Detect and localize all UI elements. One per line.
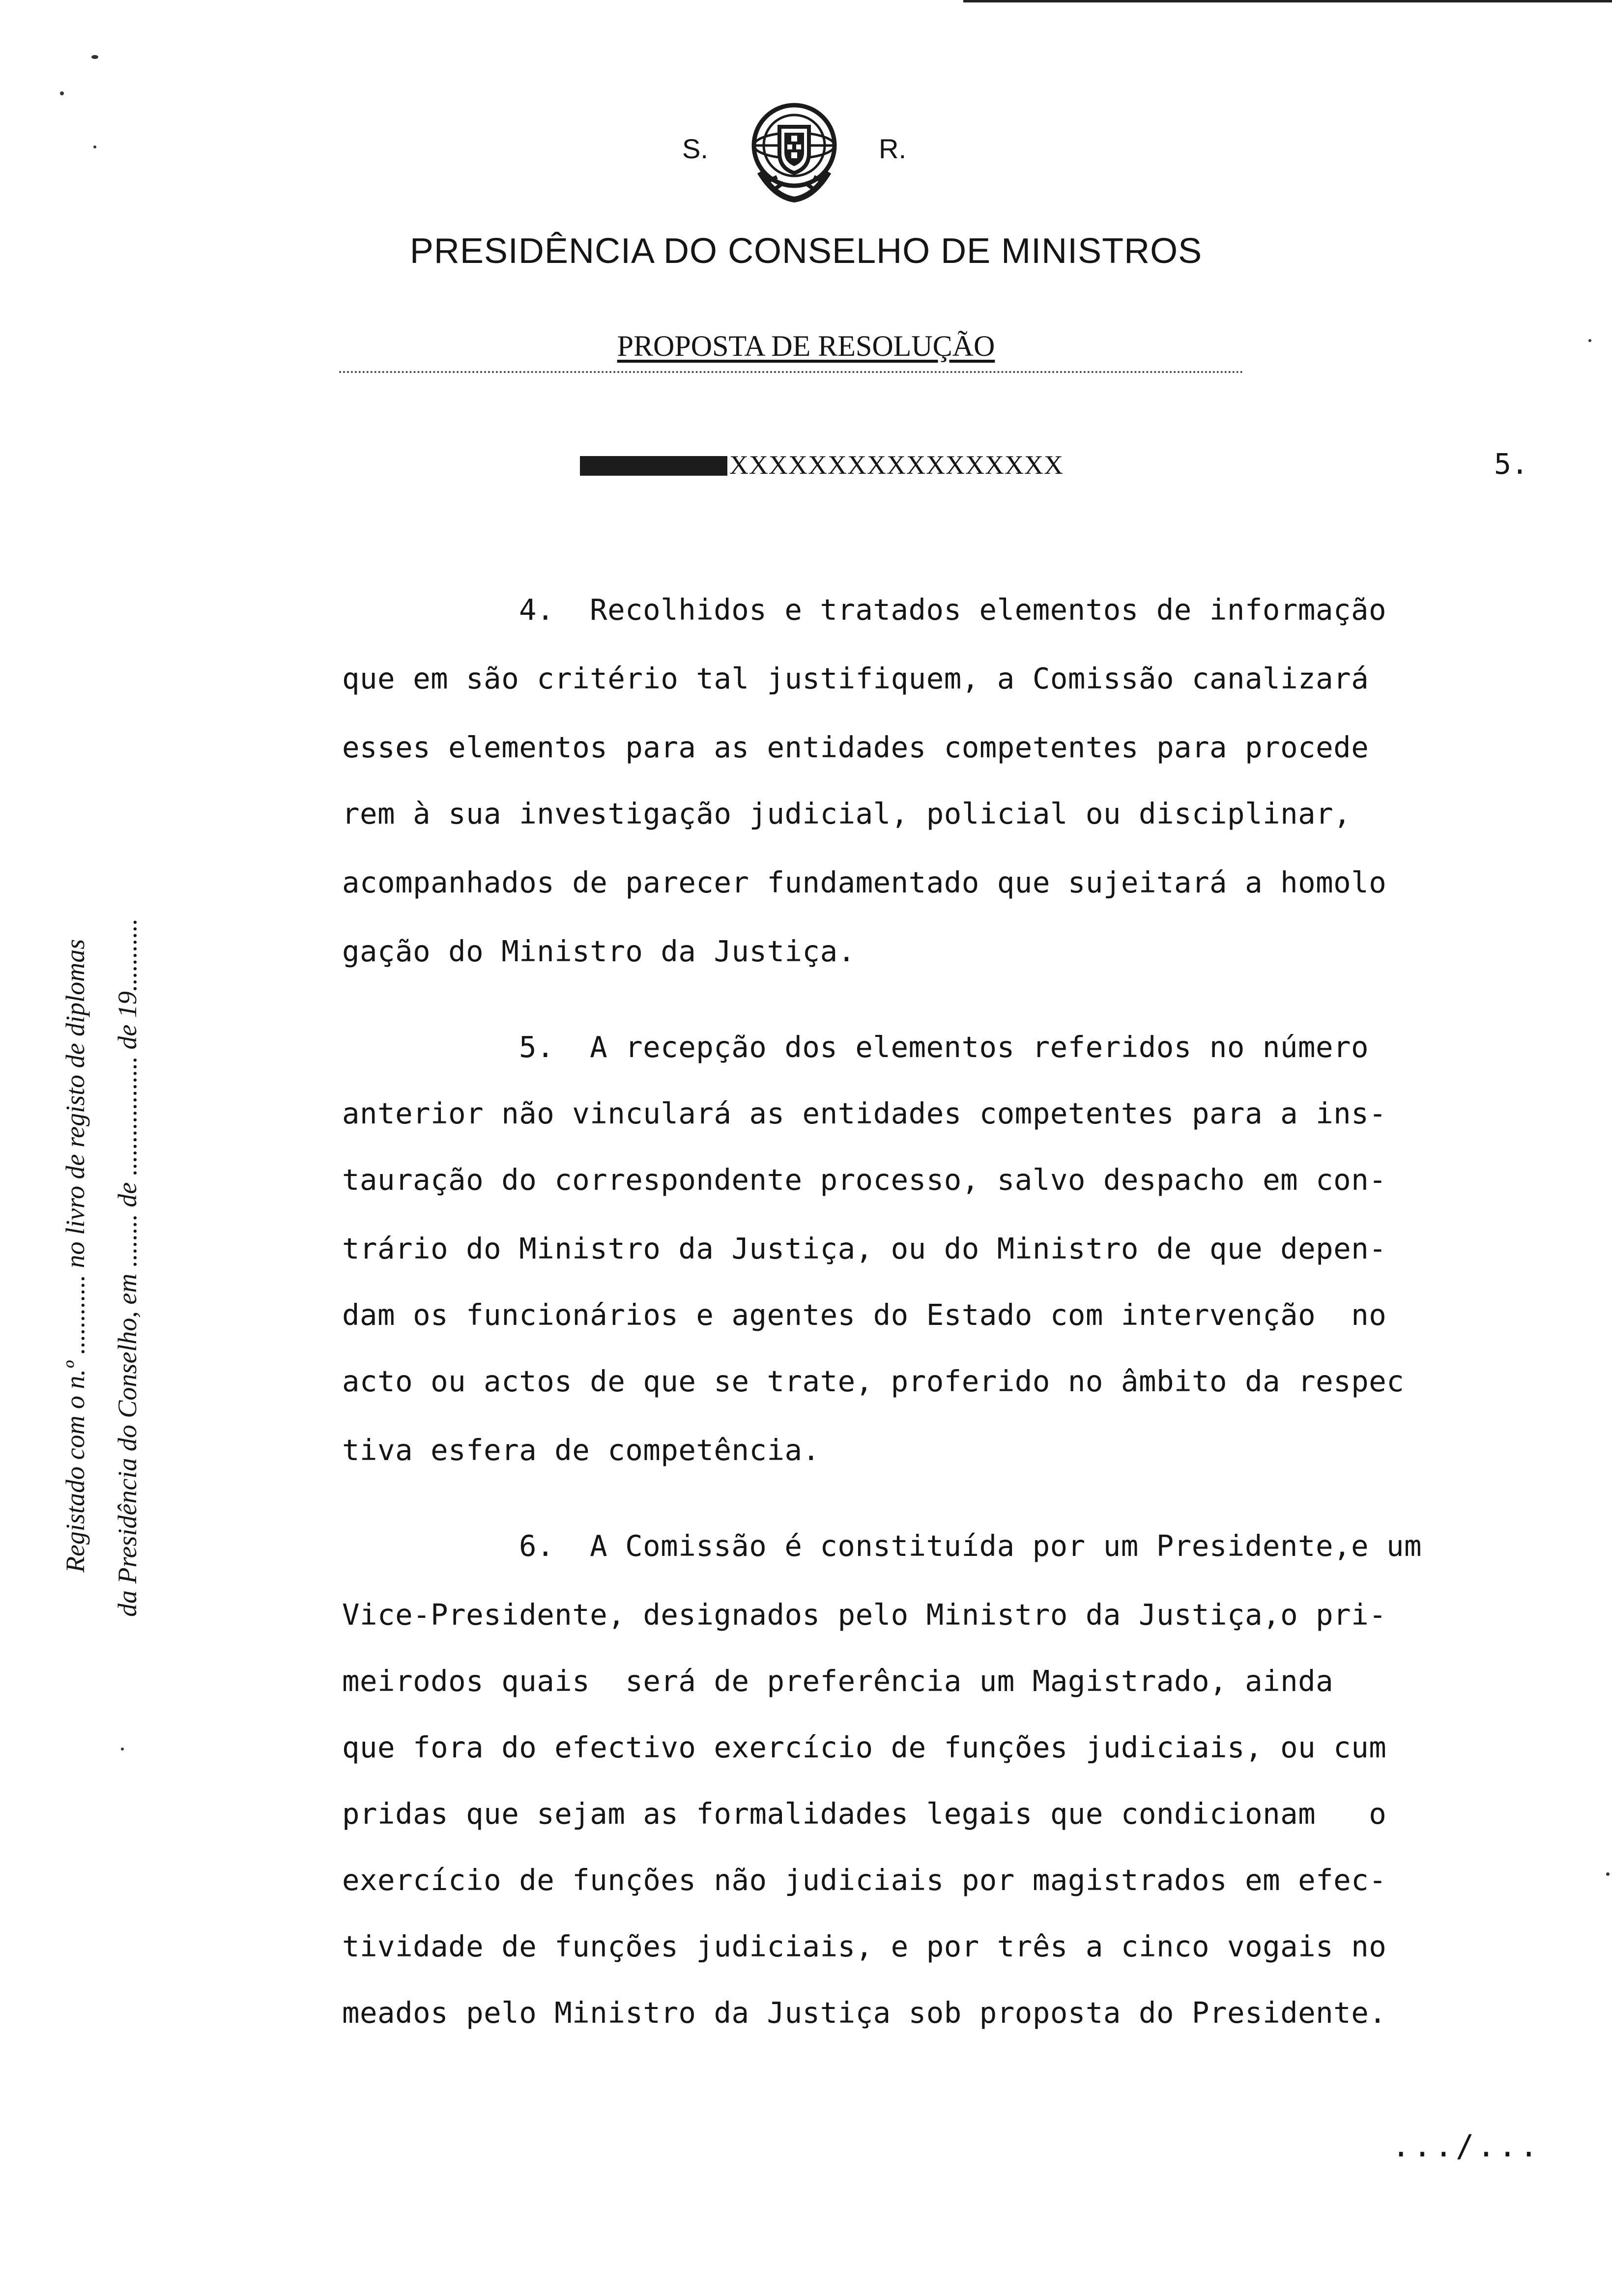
scan-speck xyxy=(93,145,96,148)
text-line: que em são critério tal justifiquem, a Comissão canalizará xyxy=(342,661,1369,695)
document-type-title: PROPOSTA DE RESOLUÇÃO xyxy=(617,330,995,362)
scan-speck xyxy=(1606,1872,1610,1876)
dotted-rule xyxy=(339,371,1243,373)
text-line: esses elementos para as entidades competentes para procede xyxy=(342,730,1369,764)
redaction-blot xyxy=(580,456,727,476)
text-line: meirodos quais será de preferência um Magistrado, ainda xyxy=(342,1664,1334,1698)
scan-speck xyxy=(60,91,64,95)
text-line: pridas que sejam as formalidades legais que condicionam o xyxy=(342,1797,1387,1831)
struck-out-line xyxy=(580,450,1064,480)
text-line: acompanhados de parecer fundamentado que sujeitará a homolo xyxy=(342,865,1387,899)
text-line: tauração do correspondente processo, salvo despacho em con- xyxy=(342,1163,1387,1197)
text-line: acto ou actos de que se trate, proferido no âmbito da respec xyxy=(342,1364,1405,1398)
continuation-marker: .../... xyxy=(1392,2128,1541,2164)
text-line: tividade de funções judiciais, e por três a cinco vogais no xyxy=(342,1929,1387,1963)
sr-right-letter: R. xyxy=(879,133,906,164)
struck-out-text: XXXXXXXXXXXXXXXXX xyxy=(729,450,1064,480)
text-line: gação do Ministro da Justiça. xyxy=(342,934,856,968)
top-rule xyxy=(963,0,1612,2)
text-line: Vice-Presidente, designados pelo Ministro da Justiça,o pri- xyxy=(342,1598,1387,1632)
sr-left-letter: S. xyxy=(682,133,708,164)
text-line: anterior não vinculará as entidades competentes para a ins- xyxy=(342,1096,1387,1130)
portuguese-coat-of-arms-icon xyxy=(740,98,848,206)
text-line: exercício de funções não judiciais por magistrados em efec- xyxy=(342,1863,1387,1897)
text-line: que fora do efectivo exercício de funções judiciais, ou cum xyxy=(342,1730,1387,1764)
page-number: 5. xyxy=(1494,447,1528,481)
margin-registration-note: Registado com o n.º ............ no livro de registo de diplomas xyxy=(60,939,90,1573)
text-line: 5. A recepção dos elementos referidos no número xyxy=(519,1030,1369,1064)
text-line: 6. A Comissão é constituída por um Presidente,e um xyxy=(519,1529,1422,1563)
ministry-heading: PRESIDÊNCIA DO CONSELHO DE MINISTROS xyxy=(409,231,1203,271)
margin-registration-date-note: da Presidência do Conselho, em ........ de .................. de 19........... xyxy=(113,918,142,1617)
text-line: meados pelo Ministro da Justiça sob proposta do Presidente. xyxy=(342,1996,1387,2030)
text-line: 4. Recolhidos e tratados elementos de informação xyxy=(519,593,1387,627)
text-line: rem à sua investigação judicial, policial ou disciplinar, xyxy=(342,797,1352,831)
scan-speck xyxy=(91,55,98,59)
scan-speck xyxy=(121,1748,124,1751)
scan-speck xyxy=(1588,339,1591,342)
text-line: dam os funcionários e agentes do Estado com intervenção no xyxy=(342,1298,1387,1332)
text-line: trário do Ministro da Justiça, ou do Ministro de que depen- xyxy=(342,1232,1387,1265)
text-line: tiva esfera de competência. xyxy=(342,1433,820,1467)
